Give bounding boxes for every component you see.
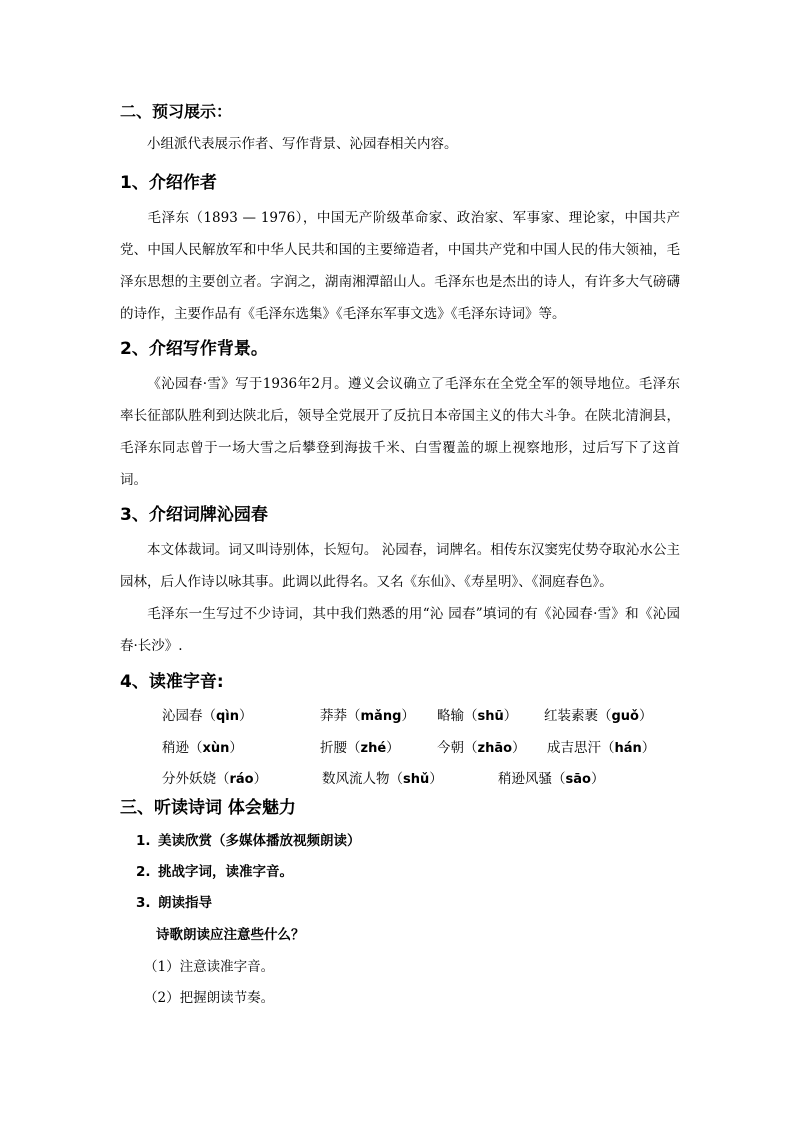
pron-item: 分外妖娆（ráo） [162,771,268,787]
reading-question: 诗歌朗读应注意些什么？ [156,927,305,943]
pron-item: 折腰（zhé） [320,740,400,756]
pron-item: 稍逊风骚（sāo） [498,771,605,787]
list-item: 2. 挑战字词，读准字音。 [136,864,293,880]
list-item: 3. 朗读指导 [136,895,212,911]
background-paragraph [120,368,680,496]
pron-item: 成吉思汗（hán） [547,740,656,756]
pron-item: 今朝（zhāo） [437,740,526,756]
heading-cipai: 3、介绍词牌沁园春 [120,505,268,525]
preview-intro: 小组派代表展示作者、写作背景、沁园春相关内容。 [147,136,458,152]
heading-author: 1、介绍作者 [120,173,217,193]
reading-answer-2: （2）把握朗读节奏。 [144,990,275,1006]
cipai-text-2: 毛泽东一生写过不少诗词，其中我们熟悉的用“沁 园春”填词的有《沁园春·雪》和《沁园春·长沙》. [120,606,680,654]
heading-pronunciation: 4、读准字音: [120,672,224,692]
section-title-preview: 二、预习展示： [120,102,233,121]
pron-item: 数风流人物（shǔ） [322,771,443,787]
reading-answer-1: （1）注意读准字音。 [144,959,275,975]
pron-item: 略输（shū） [437,708,518,724]
pron-item: 莽莽（mǎng） [320,708,415,724]
pron-item: 稍逊（xùn） [162,740,243,756]
pron-item: 红装素裹（guǒ） [544,708,653,724]
heading-listen-read: 三、听读诗词 体会魅力 [120,798,296,818]
pron-item: 沁园春（qìn） [162,708,253,724]
cipai-paragraph-1 [120,534,680,598]
cipai-text-1: 本文体裁词。词又叫诗别体，长短句。 沁园春，词牌名。相传东汉窦宪仗势夺取沁水公主园林，后人作诗以咏其事。此调以此得名。又名《东仙》、《寿星明》、《洞庭春色》。 [120,542,680,590]
author-paragraph [120,202,680,330]
author-text: 毛泽东（1893 — 1976），中国无产阶级革命家、政治家、军事家、理论家，中国共产党、中国人民解放军和中华人民共和国的主要缔造者，中国共产党和中国人民的伟大领袖，毛泽东思想的主要创立者。字润之，湖南湘潭韶山人。毛泽东也是杰出的诗人，有许多大气磅礴的诗作，主要作品有《毛泽东选集》《毛泽东军事文选》《毛泽东诗词》等。 [120,210,680,322]
list-item: 1. 美读欣赏（多媒体播放视频朗读） [136,833,361,849]
cipai-paragraph-2 [120,598,680,662]
heading-background: 2、介绍写作背景。 [120,339,268,359]
background-text: 《沁园春·雪》写于1936年2月。遵义会议确立了毛泽东在全党全军的领导地位。毛泽东率长征部队胜利到达陕北后，领导全党展开了反抗日本帝国主义的伟大斗争。在陕北清涧县，毛泽东同志曾于一场大雪之后攀登到海拔千米、白雪覆盖的塬上视察地形，过后写下了这首词。 [120,376,680,488]
